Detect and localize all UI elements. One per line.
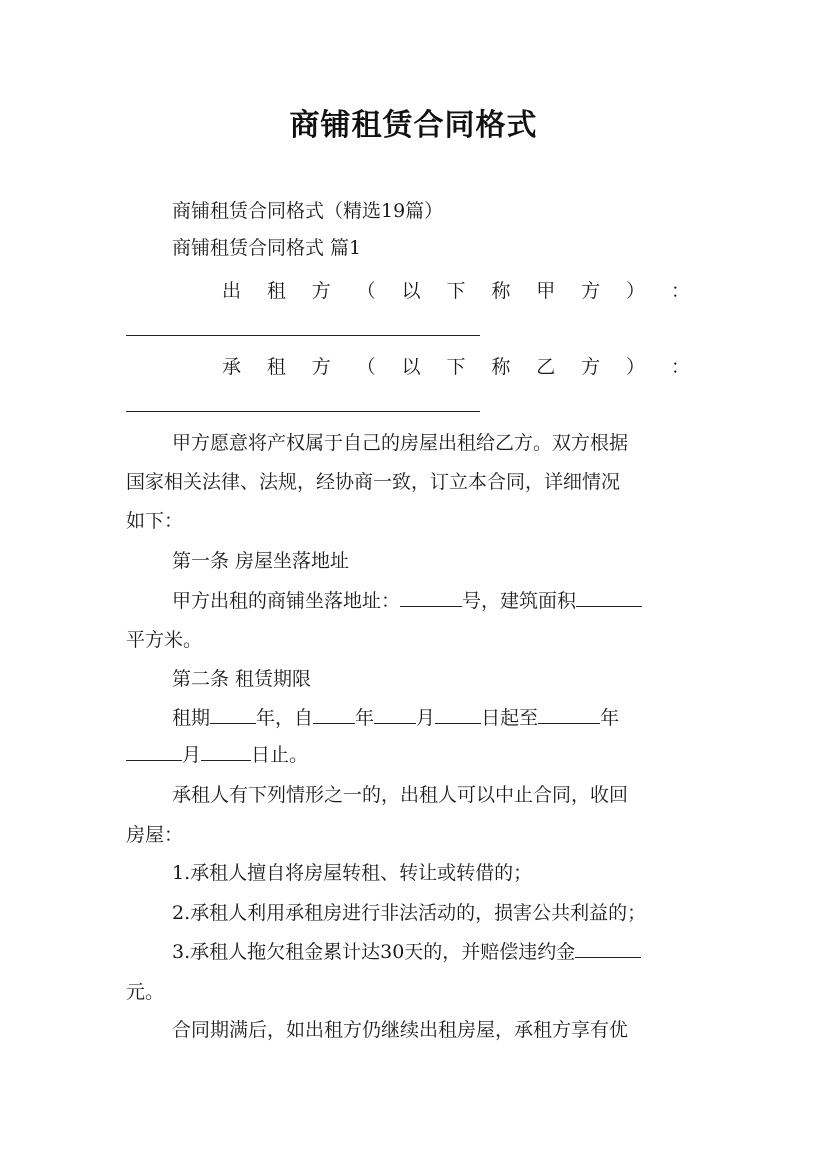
start-month-blank <box>374 705 416 724</box>
condition-item-3-end: 元。 <box>126 981 165 1003</box>
article-1-text-b: 号，建筑面积 <box>462 590 577 612</box>
document-subtitle: 商铺租赁合同格式（精选19篇） <box>172 200 444 222</box>
lessee-char: 方 <box>311 356 331 378</box>
end-year-blank <box>538 705 600 724</box>
lessor-char: ： <box>670 280 690 302</box>
term-text: 年，自 <box>256 707 314 729</box>
lessor-char: 甲 <box>536 280 556 302</box>
lessor-char: 以 <box>401 280 421 302</box>
penalty-blank <box>575 939 641 958</box>
address-blank <box>400 588 462 607</box>
lessee-line <box>222 354 690 380</box>
term-text: 年 <box>355 707 375 729</box>
lessee-char: 乙 <box>536 356 556 378</box>
lessor-char: ） <box>626 280 646 302</box>
lessor-blank <box>126 335 480 336</box>
term-line-1 <box>172 705 702 731</box>
article-2-title: 第二条 租赁期限 <box>172 668 312 690</box>
lessee-char: 方 <box>581 356 601 378</box>
lessee-char: ） <box>626 356 646 378</box>
lessee-char: 以 <box>401 356 421 378</box>
lessor-char: 下 <box>446 280 466 302</box>
conditions-line-2: 房屋： <box>126 824 184 846</box>
term-text: 日起至 <box>481 707 539 729</box>
lessee-blank <box>126 411 480 412</box>
term-years-blank <box>210 705 256 724</box>
lessee-char: ： <box>670 356 690 378</box>
lessor-char: （ <box>356 280 376 302</box>
start-day-blank <box>435 705 481 724</box>
intro-line-1: 甲方愿意将产权属于自己的房屋出租给乙方。双方根据 <box>172 432 629 454</box>
item-3-text: 3.承租人拖欠租金累计达30天的，并赔偿违约金 <box>172 941 576 963</box>
end-month-blank <box>126 742 182 761</box>
intro-line-3: 如下： <box>126 510 184 532</box>
lessee-char: 租 <box>266 356 286 378</box>
term-text: 租期 <box>172 707 211 729</box>
term-text: 月 <box>416 707 436 729</box>
conditions-line-1: 承租人有下列情形之一的，出租人可以中止合同，收回 <box>172 784 629 806</box>
lessee-char: 承 <box>222 356 242 378</box>
start-year-blank <box>313 705 355 724</box>
lessee-char: 称 <box>491 356 511 378</box>
intro-line-2: 国家相关法律、法规，经协商一致，订立本合同，详细情况 <box>126 471 621 493</box>
term-text: 日止。 <box>251 744 309 766</box>
article-1-body <box>172 588 702 614</box>
area-blank <box>576 588 642 607</box>
lessor-char: 称 <box>491 280 511 302</box>
article-1-text-a: 甲方出租的商铺坐落地址： <box>172 590 401 612</box>
condition-item-3 <box>172 939 702 965</box>
renewal-line-1: 合同期满后，如出租方仍继续出租房屋，承租方享有优 <box>172 1019 629 1041</box>
lessor-char: 方 <box>311 280 331 302</box>
lessor-char: 租 <box>266 280 286 302</box>
lessor-line <box>222 278 690 304</box>
term-text: 月 <box>182 744 202 766</box>
article-1-title: 第一条 房屋坐落地址 <box>172 550 350 572</box>
lessor-char: 方 <box>581 280 601 302</box>
document-title: 商铺租赁合同格式 <box>289 108 538 143</box>
condition-item-2: 2.承租人利用承租房进行非法活动的，损害公共利益的； <box>172 902 647 924</box>
term-line-2 <box>126 742 702 768</box>
condition-item-1: 1.承租人擅自将房屋转租、转让或转借的； <box>172 862 533 884</box>
end-day-blank <box>201 742 251 761</box>
lessor-char: 出 <box>222 280 242 302</box>
section-title: 商铺租赁合同格式 篇1 <box>172 237 362 259</box>
lessee-char: （ <box>356 356 376 378</box>
lessee-char: 下 <box>446 356 466 378</box>
article-1-text-c: 平方米。 <box>126 629 203 651</box>
term-text: 年 <box>600 707 620 729</box>
